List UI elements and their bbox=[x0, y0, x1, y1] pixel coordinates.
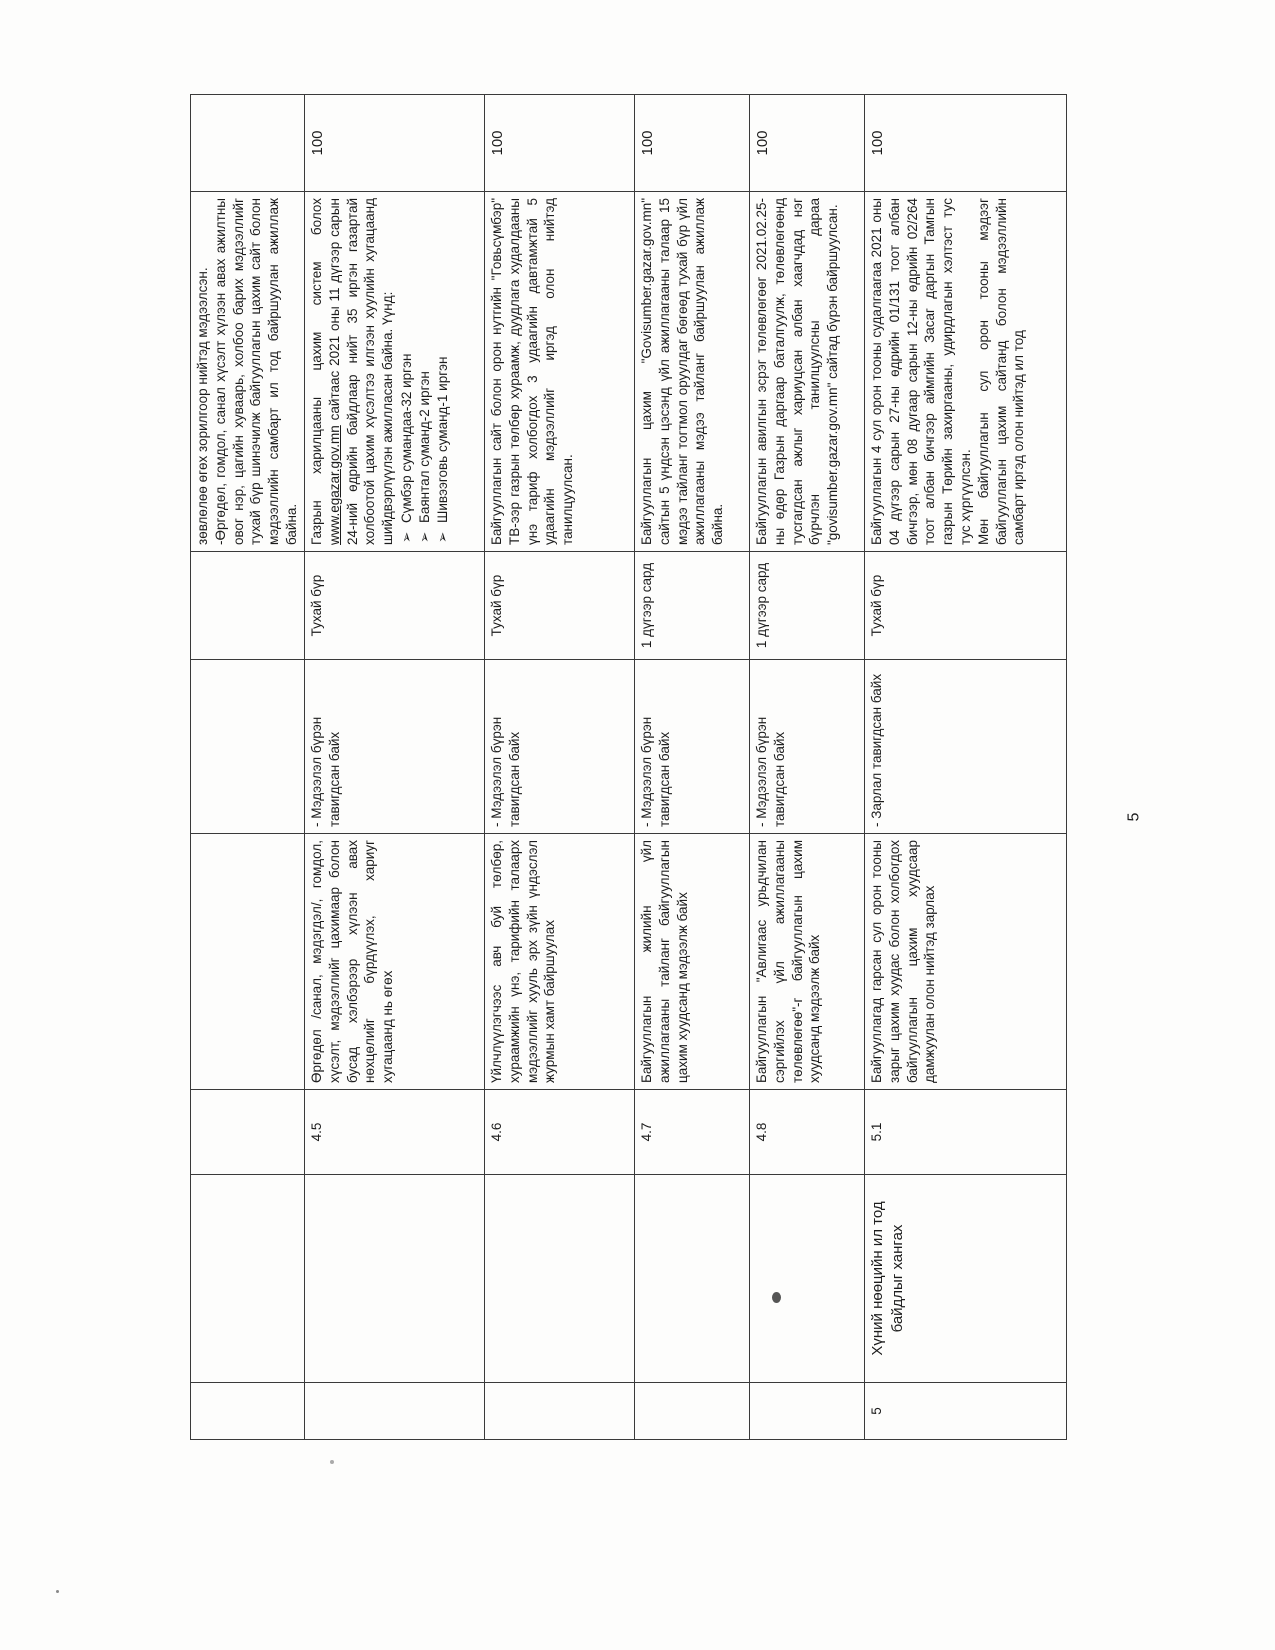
sub-number: 5.1 bbox=[864, 1090, 1066, 1175]
result-text: зөвлөлөө өгөх зорилгоор нийтэд мэдээлсэн. bbox=[195, 267, 210, 545]
indicator-cell: - Мэдээлэл бүрэн тавигдсан байх bbox=[304, 660, 484, 834]
row-number bbox=[749, 1383, 864, 1440]
goal-cell bbox=[304, 1175, 484, 1383]
list-item: ➢ Баянтал суманд-2 иргэн bbox=[416, 198, 434, 523]
percent-cell: 100 bbox=[634, 95, 749, 192]
percent-cell bbox=[191, 95, 305, 192]
term-cell bbox=[191, 552, 305, 660]
citizen-list bbox=[398, 198, 451, 545]
table-row bbox=[304, 95, 484, 1440]
row-number: 5 bbox=[864, 1383, 1066, 1440]
result-cell bbox=[191, 192, 305, 552]
percent-cell: 100 bbox=[864, 95, 1066, 192]
table-row bbox=[864, 95, 1066, 1440]
result-intro: Газрын харилцааны цахим систем болох bbox=[308, 198, 324, 545]
activity-cell bbox=[191, 834, 305, 1090]
result-text: Мөн байгууллагын сул орон тооны мэдээг байгууллагын цахим сайтанд болон мэдээллийн самбарт иргэд олон нийтэд ил тод bbox=[975, 198, 1027, 545]
scan-speck bbox=[330, 1460, 334, 1464]
goal-cell bbox=[634, 1175, 749, 1383]
indicator-cell: - Зарлал тавигдсан байх bbox=[864, 660, 1066, 834]
term-cell: Тухай бүр bbox=[484, 552, 634, 660]
activity-cell: Байгууллагын жилийн үйл ажиллагааны тайланг байгууллагын цахим хуудсанд мэдээлж байх bbox=[634, 834, 749, 1090]
egazar-link[interactable]: www.egazar.gov.mn bbox=[326, 425, 342, 545]
term-cell: 1 дүгээр сард bbox=[634, 552, 749, 660]
result-text: -Өргөдөл, гомдол, санал хүсэлт хүлээн авах ажилтны овог нэр, цагийн хуваарь, холбоо барих мэдээллийг тухай бүр шинэчилж байгууллагын цахим сайт болон мэдээллийн самбарт ил тод байршуулан ажиллаж байна. bbox=[212, 198, 300, 545]
goal-cell bbox=[749, 1175, 864, 1383]
table-row bbox=[634, 95, 749, 1440]
list-item: ➢ Шивээговь суманд-1 иргэн bbox=[434, 198, 452, 523]
sub-number: 4.8 bbox=[749, 1090, 864, 1175]
row-number bbox=[191, 1383, 305, 1440]
page-number: 5 bbox=[1125, 812, 1143, 822]
table-row bbox=[749, 95, 864, 1440]
goal-cell: Хүний нөөцийн ил тод байдлыг хангах bbox=[864, 1175, 1066, 1383]
table-row bbox=[191, 95, 305, 1440]
row-number bbox=[634, 1383, 749, 1440]
action-plan-table bbox=[190, 94, 1067, 1440]
activity-cell: Байгууллагад гарсан сул орон тооны зарыг цахим хуудас болон холбогдох байгууллагын цахим хуудсаар дамжуулан олон нийтэд зарлах bbox=[864, 834, 1066, 1090]
activity-cell: Өргөдөл /санал, мэдэгдэл/, гомдол, хүсэлт, мэдээллийг цахимаар болон бусад хэлбэрээр хүлээн авах нөхцөлийг бүрдүүлэх, хариуг хугацаанд нь өгөх bbox=[304, 834, 484, 1090]
result-body: сайтаас 2021 оны 11 дүгээр сарын 24-ний өдрийн байдлаар нийт 35 иргэн газартай холбоотой цахим хүсэлтээ илгээн хуулийн хугацаанд шийдвэрлүүлэн ажилласан байна. Үүнд: bbox=[326, 198, 396, 545]
sub-number: 4.6 bbox=[484, 1090, 634, 1175]
sub-number: 4.7 bbox=[634, 1090, 749, 1175]
term-cell: 1 дүгээр сард bbox=[749, 552, 864, 660]
indicator-cell: - Мэдээлэл бүрэн тавигдсан байх bbox=[749, 660, 864, 834]
scan-speck bbox=[772, 1292, 781, 1303]
indicator-cell: - Мэдээлэл бүрэн тавигдсан байх bbox=[634, 660, 749, 834]
activity-cell: Байгууллагын "Авлигаас урьдчилан сэргийлэх үйл ажиллагааны төлөвлөгөө"-г байгууллагын цахим хуудсанд мэдээлж байх bbox=[749, 834, 864, 1090]
result-cell bbox=[484, 192, 634, 552]
term-cell: Тухай бүр bbox=[304, 552, 484, 660]
sub-number: 4.5 bbox=[304, 1090, 484, 1175]
result-cell bbox=[749, 192, 864, 552]
rotated-page bbox=[190, 95, 1060, 1440]
table-row bbox=[484, 95, 634, 1440]
result-text bbox=[308, 198, 397, 545]
result-text: Байгууллагын авилгын эсрэг төлөвлөгөөг 2021.02.25-ны өдөр Газрын даргаар баталгуулж, төлөвлөгөөнд тусгагдсан ажлыг хариуцсан албан хаагчдад нэг бүрчлэн танилцуулсны дараа "govisumber.gazar.gov.mn" сайтад бүрэн байршуулсан. bbox=[753, 198, 841, 545]
indicator-cell: - Мэдээлэл бүрэн тавигдсан байх bbox=[484, 660, 634, 834]
result-cell bbox=[634, 192, 749, 552]
term-cell: Тухай бүр bbox=[864, 552, 1066, 660]
row-number bbox=[304, 1383, 484, 1440]
result-text: Байгууллагын 4 сул орон тооны судалгаагаа 2021 оны 04 дүгээр сарын 27-ны өдрийн 01/131 тоот албан бичгээр, мөн 08 дугаар сарын 12-ны өдрийн 02/264 тоот албан бичгээр аймгийн Засаг даргын Тамгын газрын Төрийн захиргааны, удирдлагын хэлтэст тус тус хүргүүлсэн. bbox=[868, 198, 973, 545]
percent-cell: 100 bbox=[304, 95, 484, 192]
scan-speck bbox=[56, 1590, 59, 1593]
indicator-cell bbox=[191, 660, 305, 834]
percent-cell: 100 bbox=[749, 95, 864, 192]
percent-cell: 100 bbox=[484, 95, 634, 192]
sub-number bbox=[191, 1090, 305, 1175]
result-text: Байгууллагын сайт болон орон нутгийн "Говьсүмбэр" ТВ-ээр газрын төлбөр хураамж, дуудлага худалдааны үнэ тариф холбогдох 3 удаагийн давтамжтай 5 удаагийн мэдээллийг иргэд олон нийтэд танилцуулсан. bbox=[488, 198, 576, 545]
list-item: ➢ Сүмбэр сумандаа-32 иргэн bbox=[398, 198, 416, 523]
row-number bbox=[484, 1383, 634, 1440]
result-cell bbox=[304, 192, 484, 552]
goal-cell bbox=[484, 1175, 634, 1383]
result-text: Байгууллагын цахим "Govisumber.gazar.gov.mn" сайтын 5 үндсэн цэсэнд үйл ажиллагааны талаар 15 мэдээ тайланг тогтмол оруулдаг бөгөөд тухай бүр үйл ажиллагааны мэдээ тайланг байршуулан ажиллаж байна. bbox=[638, 198, 726, 545]
activity-cell: Үйлчлүүлэгчээс авч буй төлбөр, хураамжийн үнэ, тарифийн талаарх мэдээллийг хууль эрх зүйн үндэслэл журмын хамт байршуулах bbox=[484, 834, 634, 1090]
result-cell bbox=[864, 192, 1066, 552]
goal-cell bbox=[191, 1175, 305, 1383]
